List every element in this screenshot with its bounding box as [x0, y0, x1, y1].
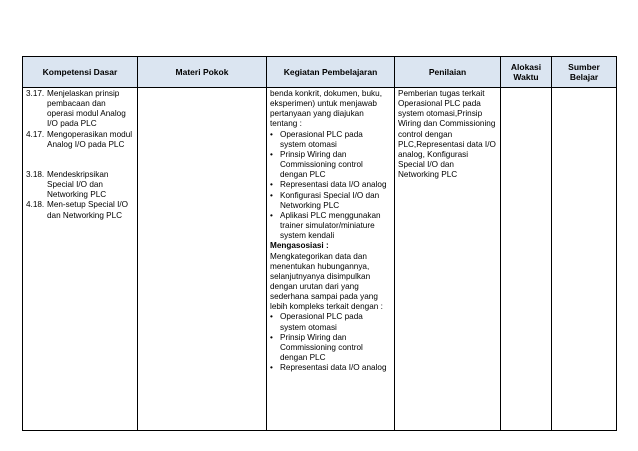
kd-cell — [23, 88, 138, 431]
list-item-text: Prinsip Wiring dan Commissioning control dengan PLC — [280, 332, 363, 363]
sumber-cell — [552, 88, 617, 431]
list-item-text: Representasi data I/O analog — [280, 363, 387, 373]
bullet-icon: • — [270, 210, 273, 220]
bullet-icon: • — [270, 129, 273, 139]
kd-item — [26, 130, 134, 150]
list-item-text: Representasi data I/O analog — [280, 180, 387, 190]
bullet-icon: • — [270, 190, 273, 200]
kd-item — [26, 89, 134, 130]
list-item-text: Aplikasi PLC menggunakan trainer simulator/miniature system kendali — [280, 210, 381, 241]
header-row — [23, 57, 617, 88]
header-kegiatan-pembelajaran: Kegiatan Pembelajaran — [267, 57, 395, 88]
kd-number: 4.17. — [26, 129, 45, 139]
header-kompetensi-dasar: Kompetensi Dasar — [23, 57, 138, 88]
bullet-icon: • — [270, 332, 273, 342]
penilaian-cell: Pemberian tugas terkait Operasional PLC pada system otomasi,Prinsip Wiring dan Commissioning control dengan PLC,Representasi data I/O analog, Konfigurasi Special I/O dan Networking PLC — [395, 88, 501, 431]
bullet-icon: • — [270, 149, 273, 159]
header-sumber-belajar: Sumber Belajar — [552, 57, 617, 88]
list-item-text: Konfigurasi Special I/O dan Networking PLC — [280, 190, 380, 210]
table-row — [23, 88, 617, 431]
list-item — [270, 191, 391, 211]
list-item — [270, 211, 391, 241]
header-alokasi-waktu: Alokasi Waktu — [501, 57, 552, 88]
list-item-text: Operasional PLC pada system otomasi — [280, 312, 363, 332]
kd-text: Men-setup Special I/O dan Networking PLC — [47, 200, 129, 220]
header-penilaian: Penilaian — [395, 57, 501, 88]
header-materi-pokok: Materi Pokok — [138, 57, 267, 88]
bullet-icon: • — [270, 180, 273, 190]
kd-list — [26, 89, 134, 221]
kd-text: Mengoperasikan modul Analog I/O pada PLC — [47, 129, 133, 149]
kd-item — [26, 200, 134, 220]
kegiatan-list-2 — [270, 312, 391, 373]
bullet-icon: • — [270, 363, 273, 373]
materi-cell — [138, 88, 267, 431]
kegiatan-intro: benda konkrit, dokumen, buku, eksperimen) untuk menjawab pertanyaan yang diajukan tentang : — [270, 89, 382, 129]
kd-text: Menjelaskan prinsip pembacaan dan operasi modul Analog I/O pada PLC — [47, 89, 126, 129]
list-item — [270, 312, 391, 332]
kd-number: 3.17. — [26, 89, 45, 98]
kd-number: 4.18. — [26, 200, 45, 210]
list-item — [270, 333, 391, 363]
kegiatan-paragraph: Mengkategorikan data dan menentukan hubungannya, selanjutnyanya disimpulkan dengan urutan dari yang sederhana sampai pada yang lebih kompleks terkait dengan : — [270, 251, 383, 312]
alokasi-cell — [501, 88, 552, 431]
kd-number: 3.18. — [26, 169, 45, 179]
kegiatan-cell — [267, 88, 395, 431]
list-item — [270, 150, 391, 180]
bullet-icon: • — [270, 312, 273, 322]
kd-item — [26, 170, 134, 200]
list-item-text: Prinsip Wiring dan Commissioning control dengan PLC — [280, 149, 363, 180]
list-item — [270, 363, 391, 373]
list-item-text: Operasional PLC pada system otomasi — [280, 129, 363, 149]
kd-text: Mendeskripsikan Special I/O dan Networking PLC — [47, 169, 109, 200]
kd-spacer — [26, 150, 134, 170]
kegiatan-list-1 — [270, 130, 391, 242]
kegiatan-heading: Mengasosiasi : — [270, 241, 329, 251]
list-item — [270, 180, 391, 190]
list-item — [270, 130, 391, 150]
syllabus-table — [22, 56, 617, 431]
